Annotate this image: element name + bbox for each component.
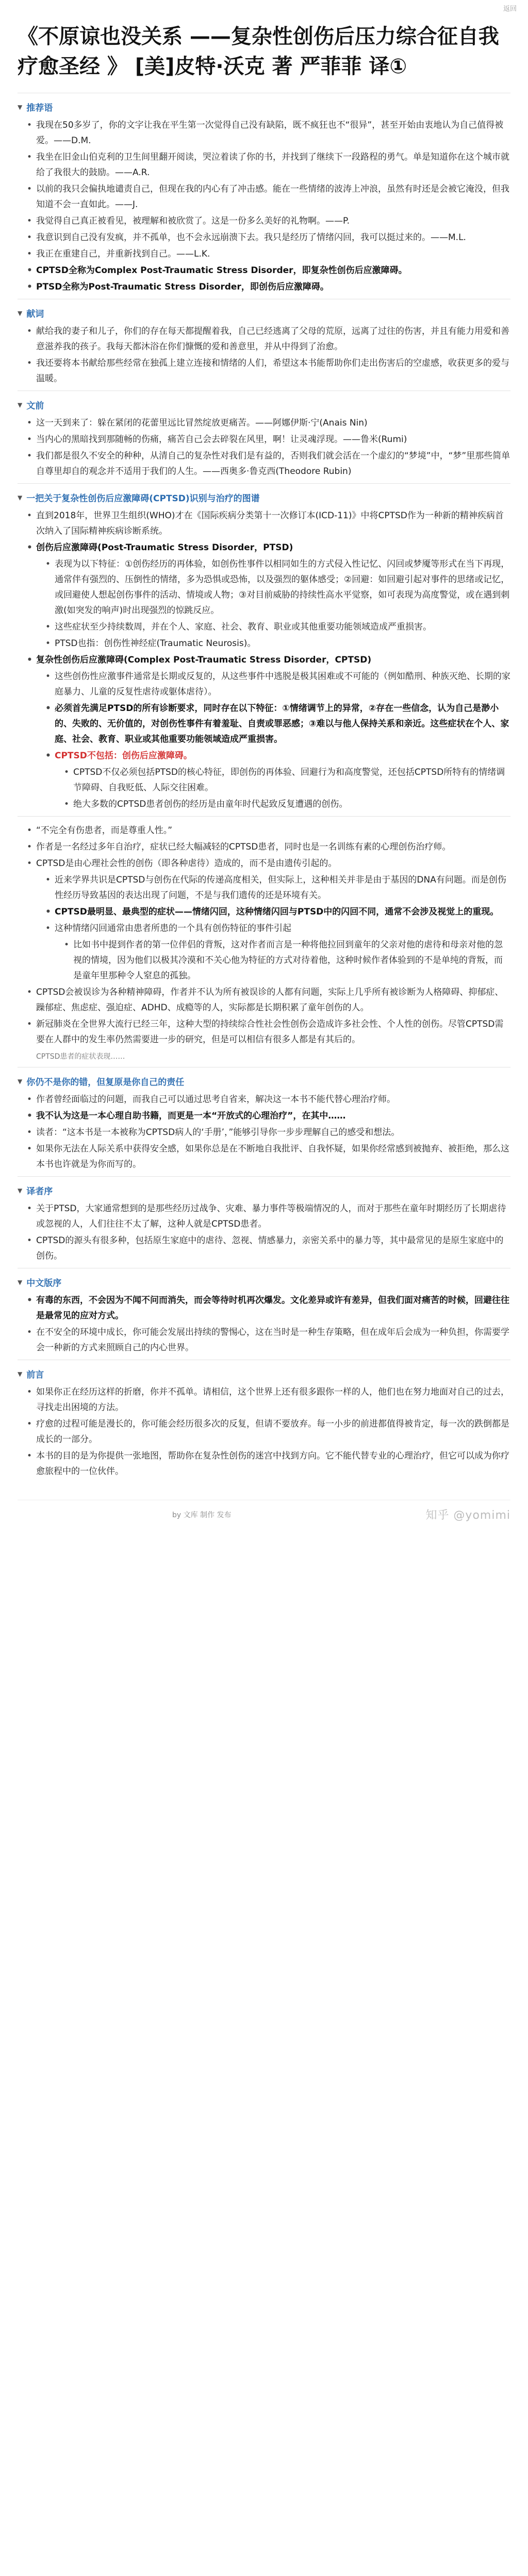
section-head[interactable]: ▼ 文前 xyxy=(18,401,44,411)
list-item: • 我不认为这是一本心理自助书籍，而更是一本“开放式的心理治疗”，在其中…… xyxy=(36,1108,510,1124)
section-forgive xyxy=(18,1067,510,1172)
list-item: • 这种情绪闪回通常由患者所患的一个具有创伤特征的事件引起 xyxy=(55,921,510,936)
list-item: • 创伤后应激障碍(Post-Traumatic Stress Disorder，PTSD) xyxy=(36,540,510,555)
list-item: • 读者：“这本书是一本被称为CPTSD病人的‘手册’，”能够引导你一步步理解自己的感受和想法。 xyxy=(36,1125,510,1140)
section-head[interactable]: ▼ 献词 xyxy=(18,309,44,319)
section-intro xyxy=(18,483,510,812)
list-item: • 当内心的黑暗找到那随畅的伤痛，痛苦自己会去碎裂在风里，啊！让灵魂浮现。——鲁米(Rumi) xyxy=(36,432,510,447)
collapse-triangle-icon[interactable]: ▼ xyxy=(18,103,23,111)
nested-list xyxy=(36,556,510,651)
list-item: • CPTSD的源头有很多种，包括原生家庭中的虐待、忽视、情感暴力，亲密关系中的暴力等，其中最常见的是原生家庭中的创伤。 xyxy=(36,1233,510,1264)
section-head[interactable]: ▼ 前言 xyxy=(18,1370,44,1380)
section-tuijian xyxy=(18,93,510,295)
list-item: • PTSD也指：创伤性神经症(Traumatic Neurosis)。 xyxy=(55,636,510,651)
list-item: • 有毒的东西，不会因为不闻不问而消失，而会等待时机再次爆发。文化差异或许有差异，但我们面对痛苦的时候，回避往往是最常见的应对方式。 xyxy=(36,1293,510,1324)
list-item: • 献给我的妻子和儿子，你们的存在每天都提醒着我，自己已经逃离了父母的荒原，远离了过往的伤害，并且有能力用爱和善意滋养我的孩子。我每天都沐浴在你们慷慨的爱和善意里，并从中得到了治愈。 xyxy=(36,324,510,354)
section-head[interactable]: ▼ 中文版序 xyxy=(18,1278,62,1289)
section-head[interactable]: ▼ 译者序 xyxy=(18,1187,53,1197)
list-item: • 这一天到来了：躲在紧闭的花蕾里远比冒然绽放更痛苦。——阿娜伊斯·宁(Anais Nin) xyxy=(36,415,510,431)
list-item: • 我坐在旧金山伯克利的卫生间里翻开阅读，哭泣着读了你的书，并找到了继续下一段路程的勇气。单是知道你在这个城市就给了我很大的鼓励。——A.R. xyxy=(36,149,510,180)
list-item: • 以前的我只会偏执地谴责自己，但现在我的内心有了冲击感。能在一些情绪的波涛上冲浪，虽然有时还是会被它淹没，但我知道不会一直如此。——J. xyxy=(36,181,510,212)
outline-list xyxy=(18,1201,510,1264)
section-chinese-edition xyxy=(18,1268,510,1355)
list-item: • 表现为以下特征：①创伤经历的再体验，如创伤性事件以相同如生的方式侵入性记忆、闪回或梦魇等形式在当下再现，通常伴有强烈的、压倒性的情绪，多为恐惧或恐怖，以及强烈的躯体感受；②回避：如回避引起对事件的思绪或记忆，或回避使人想起创伤事件的活动、情境或人物；③对目前威胁的持续性高水平觉察，如可表现为高度警觉，或在遇到刺激(如突发的响声)时出现强烈的惊跳反应。 xyxy=(55,556,510,618)
nested-list xyxy=(55,937,510,984)
section-preface xyxy=(18,1360,510,1479)
section-wenqian xyxy=(18,391,510,479)
list-item: • 本书的目的是为你提供一张地图，帮助你在复杂性创伤的迷宫中找到方向。它不能代替专业的心理治疗，但它可以成为你疗愈旅程中的一位伙伴。 xyxy=(36,1448,510,1479)
nested-list xyxy=(55,765,510,812)
collapse-triangle-icon[interactable]: ▼ xyxy=(18,401,23,409)
list-item: • CPTSD会被误诊为各种精神障碍，作者并不认为所有被误诊的人都有问题，实际上几乎所有被诊断为人格障碍、抑郁症、躁郁症、焦虑症、强迫症、ADHD、成瘾等的人，实际都是长期积累了童年创伤的人。 xyxy=(36,985,510,1015)
section-head[interactable]: ▼ 一把关于复杂性创伤后应激障碍(CPTSD)识别与治疗的图谱 xyxy=(18,494,260,504)
footer xyxy=(18,1500,510,1522)
list-item: • 复杂性创伤后应激障碍(Complex Post-Traumatic Stress Disorder，CPTSD) xyxy=(36,652,510,668)
note-block: CPTSD患者的症状表现…… xyxy=(36,1053,125,1061)
list-item: • 作者是一名经过多年自治疗，症状已经大幅减轻的CPTSD患者，同时也是一名训练有素的心理创伤治疗师。 xyxy=(36,839,510,855)
nested-list xyxy=(36,872,510,984)
list-item: • CPTSD最明显、最典型的症状——情绪闪回，这种情绪闪回与PTSD中的闪回不同，通常不会涉及视觉上的重现。 xyxy=(55,904,510,920)
collapse-triangle-icon[interactable]: ▼ xyxy=(18,494,23,501)
list-item: • 比如书中提到作者的第一位伴侣的背叛，这对作者而言是一种将他拉回到童年的父亲对他的虐待和母亲对他的忽视的情境，因为他们以极其冷漠和不关心他为特征的方式对待着他，这种时候作者体验到的不是单纯的背叛，而是童年里那种令人窒息的孤独。 xyxy=(73,937,510,984)
list-item: • 我觉得自己真正被看见，被理解和被欣赏了。这是一份多么美好的礼物啊。——P. xyxy=(36,213,510,229)
outline-list xyxy=(18,1293,510,1355)
list-item: • 在不安全的环境中成长，你可能会发展出持续的警惕心，这在当时是一种生存策略，但在成年后会成为一种负担，你需要学会一种新的方式来照顾自己的内心世界。 xyxy=(36,1325,510,1355)
section-xianci xyxy=(18,299,510,386)
list-item: • 我还要将本书献给那些经常在独孤上建立连接和情绪的人们，希望这本书能帮助你们走出伤害后的空虚感，收获更多的爱与温暖。 xyxy=(36,355,510,386)
list-item: • “不完全有伤患者，而是尊重人性。” xyxy=(36,823,510,838)
section-head[interactable]: ▼ 你仍不是你的错，但复原是你自己的责任 xyxy=(18,1077,185,1088)
list-item: • 作者曾经面临过的问题，而我自己可以通过思考自省来，解决这一本书不能代替心理治疗师。 xyxy=(36,1092,510,1107)
list-item: • 我们都是很久不安全的种种，从清自己的复杂性对我们是有益的，否则我们就会活在一个虚幻的“梦境”中，“梦”里那些简单自尊里却自的观念并不适用于我们的人生。——西奥多·鲁克西(Theodore Rubin) xyxy=(36,448,510,479)
list-item: • 如果你正在经历这样的折磨，你并不孤单。请相信，这个世界上还有很多跟你一样的人，他们也在努力地面对自己的过去，寻找走出困境的方法。 xyxy=(36,1384,510,1415)
list-item: • 疗愈的过程可能是漫长的，你可能会经历很多次的反复，但请不要放弃。每一小步的前进都值得被肯定，每一次的跌倒都是成长的一部分。 xyxy=(36,1416,510,1447)
list-item: • 绝大多数的CPTSD患者创伤的经历是由童年时代起致反复遭遇的创伤。 xyxy=(73,796,510,812)
collapse-triangle-icon[interactable]: ▼ xyxy=(18,1278,23,1286)
list-item: • CPTSD全称为Complex Post-Traumatic Stress Disorder，即复杂性创伤后应激障碍。 xyxy=(36,263,510,278)
list-item: • 必须首先满足PTSD的所有诊断要求，同时存在以下特征：①情绪调节上的异常，②存在一些信念，认为自己是渺小的、失败的、无价值的，对创伤性事件有着羞耻、自责或罪恶感；③难以与他人保持关系和亲近。这些症状在个人、家庭、社会、教育、职业或其他重要功能领域造成严重损害。 xyxy=(55,701,510,747)
list-item: • 新冠肺炎在全世界大流行已经三年，这种大型的持续综合性社会性创伤会造成许多社会性、个人性的创伤。尽管CPTSD需要在人群中的发生率仍然需要进一步的研究，但是可以相信有很多人都是有其后的。 xyxy=(36,1016,510,1047)
credit: by 文库 制作 发布 xyxy=(172,1511,232,1519)
topbar-link[interactable]: 返回 xyxy=(503,5,517,13)
list-item: • 这些症状至少持续数周，并在个人、家庭、社会、教育、职业或其他重要功能领域造成严重损害。 xyxy=(55,619,510,635)
collapse-triangle-icon[interactable]: ▼ xyxy=(18,1370,23,1378)
list-item: • CPTSD是由心理社会性的创伤（即各种虐待）造成的，而不是由遗传引起的。 xyxy=(36,856,510,871)
list-item: • CPTSD不仅必须包括PTSD的核心特征，即创伤的再体验、回避行为和高度警觉，还包括CPTSD所特有的情绪调节障碍、自我贬低、人际交往困难。 xyxy=(73,765,510,795)
outline-list xyxy=(18,1384,510,1479)
list-item: • 我现在50多岁了，你的文字让我在平生第一次觉得自己没有缺陷，既不疯狂也不“很异”，甚至开始由衷地认为自己值得被爱。——D.M. xyxy=(36,117,510,148)
collapse-triangle-icon[interactable]: ▼ xyxy=(18,1187,23,1194)
list-item: • 关于PTSD，大家通常想到的是那些经历过战争、灾难、暴力事件等极端情况的人，而对于那些在童年时期经历了长期虐待或忽视的人，人们往往不太了解，这种人就是CPTSD患者。 xyxy=(36,1201,510,1232)
section-main xyxy=(18,816,510,1063)
outline-list xyxy=(18,508,510,812)
outline-list xyxy=(18,324,510,386)
outline-list xyxy=(18,1092,510,1172)
collapse-triangle-icon[interactable]: ▼ xyxy=(18,309,23,317)
list-item: • 如果你无法在人际关系中获得安全感，如果你总是在不断地自我批评、自我怀疑，如果你经常感到被抛弃、被拒绝，那么这本书也许就是为你而写的。 xyxy=(36,1141,510,1172)
list-item: • 这些创伤性应激事件通常是长期或反复的，从这些事件中逃脱是极其困难或不可能的（例如酷刑、种族灭绝、长期的家庭暴力、儿童的反复性虐待或躯体虐待）。 xyxy=(55,669,510,700)
watermark: 知乎 @yomimi xyxy=(425,1509,510,1522)
outline-list xyxy=(18,117,510,295)
list-item: • CPTSD不包括：创伤后应激障碍。 xyxy=(55,748,510,764)
section-head[interactable]: ▼ 推荐语 xyxy=(18,103,53,113)
list-item: • 近来学界共识是CPTSD与创伤在代际的传递高度相关，但实际上，这种相关并非是由于基因的DNA有问题。而是创伤性经历导致基因的表达出现了问题，不是与我们遗传的还是环境有关。 xyxy=(55,872,510,903)
list-item: • 我意识到自己没有发疯，并不孤单，也不会永远崩溃下去。我只是经历了情绪闪回，我可以挺过来的。——M.L. xyxy=(36,230,510,245)
outline-list xyxy=(18,823,510,1047)
collapse-triangle-icon[interactable]: ▼ xyxy=(18,1077,23,1085)
list-item: • PTSD全称为Post-Traumatic Stress Disorder，即创伤后应激障碍。 xyxy=(36,279,510,295)
list-item: • 我正在重建自己，并重新找到自己。——L.K. xyxy=(36,246,510,262)
book-title: 《不原谅也没关系 ——复杂性创伤后压力综合征自我疗愈圣经 》 [美]皮特·沃克 著 严菲菲 译① xyxy=(18,25,499,78)
section-translator xyxy=(18,1176,510,1264)
outline-list xyxy=(18,415,510,479)
list-item: • 直到2018年，世界卫生组织(WHO)才在《国际疾病分类第十一次修订本(ICD-11)》中将CPTSD作为一种新的精神疾病首次纳入了国际精神疾病诊断系统。 xyxy=(36,508,510,539)
nested-list xyxy=(36,669,510,812)
